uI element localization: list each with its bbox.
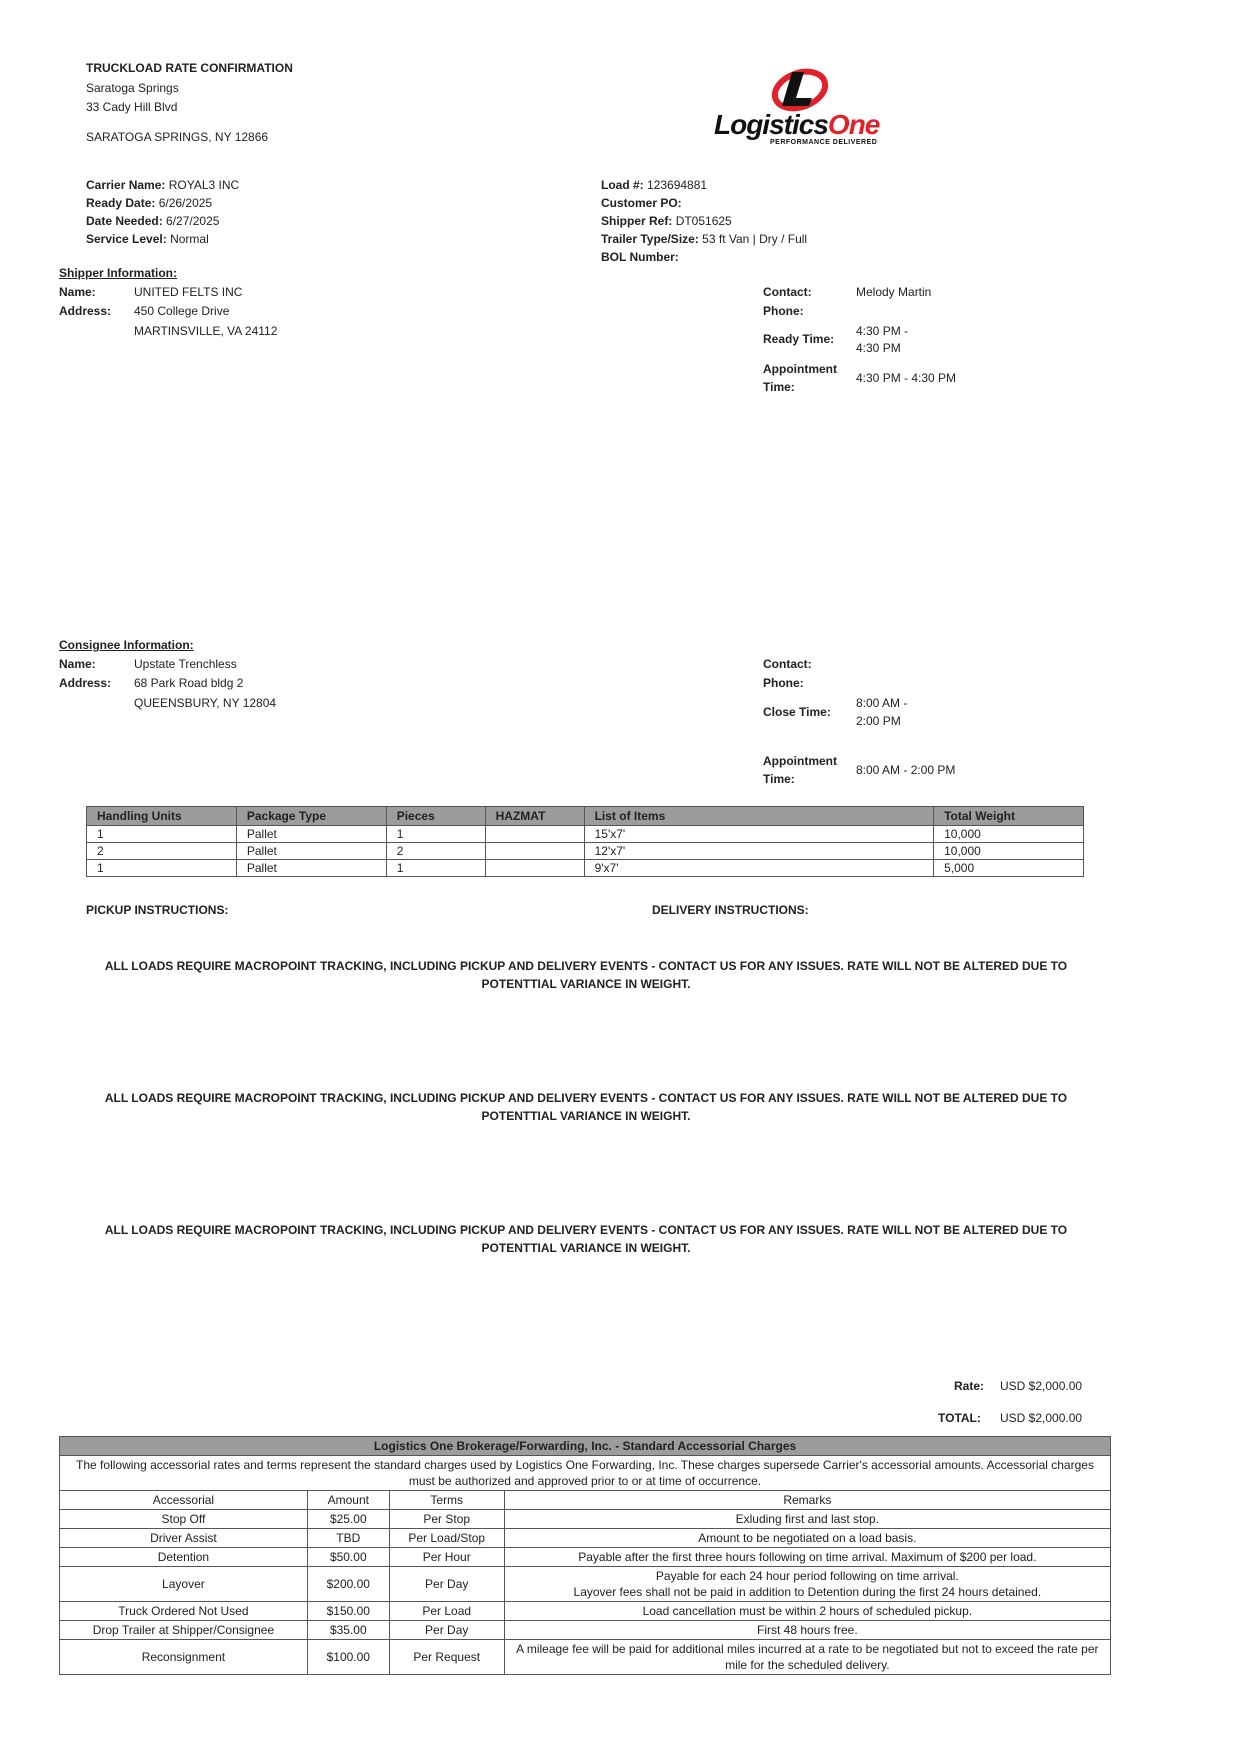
consignee-address1: 68 Park Road bldg 2 — [134, 676, 244, 690]
accessorial-name-cell: Detention — [60, 1548, 308, 1567]
shipper-address2: MARTINSVILLE, VA 24112 — [134, 324, 278, 338]
items-cell: 1 — [87, 860, 237, 877]
shipper-ready-time-end: 4:30 PM — [856, 341, 901, 355]
consignee-appointment-label: Appointment — [763, 754, 837, 768]
notice-line: POTENTTIAL VARIANCE IN WEIGHT. — [481, 1241, 691, 1255]
notice-line: POTENTTIAL VARIANCE IN WEIGHT. — [481, 1109, 691, 1123]
notice-line: ALL LOADS REQUIRE MACROPOINT TRACKING, INCLUDING PICKUP AND DELIVERY EVENTS - CONTACT US FOR ANY ISSUES. RATE WILL NOT BE ALTERED DUE TO — [104, 1223, 1068, 1237]
items-header-cell: Package Type — [236, 807, 386, 826]
load-right-field-label: Customer PO: — [601, 196, 682, 210]
total-value: USD $2,000.00 — [1000, 1411, 1083, 1425]
rate-value: USD $2,000.00 — [1000, 1379, 1083, 1393]
items-cell: 2 — [386, 843, 485, 860]
load-right-field-value: DT051625 — [675, 214, 732, 228]
consignee-section-title: Consignee Information: — [59, 638, 194, 652]
accessorial-header-row — [60, 1491, 1111, 1510]
load-left-field-value: Normal — [170, 232, 209, 246]
tracking-notice — [60, 957, 1112, 993]
load-right-field-label: Shipper Ref: — [601, 214, 673, 228]
accessorial-remarks-line: A mileage fee will be paid for additional miles incurred at a rate to be negotiated but not to exceed the rate per — [516, 1642, 1099, 1656]
shipper-contact: Melody Martin — [856, 285, 932, 299]
shipper-address1: 450 College Drive — [134, 304, 230, 318]
load-right-field — [601, 230, 807, 248]
accessorial-amount-cell: $25.00 — [307, 1510, 389, 1529]
load-left-field-label: Ready Date: — [86, 196, 156, 210]
load-right-field — [601, 212, 807, 230]
accessorial-terms-cell: Per Stop — [389, 1510, 504, 1529]
accessorial-remarks-cell — [504, 1640, 1110, 1675]
load-left-field-value: ROYAL3 INC — [168, 178, 240, 192]
shipper-ready-time-start: 4:30 PM - — [856, 324, 909, 338]
items-cell: 10,000 — [934, 843, 1084, 860]
items-cell: Pallet — [236, 843, 386, 860]
notice-line: ALL LOADS REQUIRE MACROPOINT TRACKING, INCLUDING PICKUP AND DELIVERY EVENTS - CONTACT US FOR ANY ISSUES. RATE WILL NOT BE ALTERED DUE TO — [104, 959, 1068, 973]
consignee-address-label: Address: — [59, 676, 112, 690]
shipper-name: UNITED FELTS INC — [134, 285, 243, 299]
shipper-address-label: Address: — [59, 304, 112, 318]
accessorial-name-cell: Stop Off — [60, 1510, 308, 1529]
accessorial-remarks-cell — [504, 1602, 1110, 1621]
accessorial-terms-cell: Per Load/Stop — [389, 1529, 504, 1548]
load-left-field-value: 6/26/2025 — [158, 196, 213, 210]
accessorial-remarks-cell — [504, 1548, 1110, 1567]
items-cell: Pallet — [236, 826, 386, 843]
items-table — [86, 806, 1084, 877]
accessorial-terms-cell: Per Request — [389, 1640, 504, 1675]
shipper-section-title: Shipper Information: — [59, 266, 177, 280]
header-address-line2: 33 Cady Hill Blvd — [86, 100, 178, 114]
items-cell: 2 — [87, 843, 237, 860]
load-left-field — [86, 194, 239, 212]
total-label: TOTAL: — [938, 1411, 981, 1425]
accessorial-title: Logistics One Brokerage/Forwarding, Inc. - Standard Accessorial Charges — [60, 1437, 1111, 1456]
accessorial-header-cell: Remarks — [504, 1491, 1110, 1510]
items-cell: Pallet — [236, 860, 386, 877]
consignee-close-time-start: 8:00 AM - — [856, 696, 908, 710]
accessorial-header-cell: Terms — [389, 1491, 504, 1510]
accessorial-header-cell: Amount — [307, 1491, 389, 1510]
accessorial-intro-row — [60, 1456, 1111, 1491]
accessorial-amount-cell: $50.00 — [307, 1548, 389, 1567]
items-header-cell: Handling Units — [87, 807, 237, 826]
consignee-close-time-end: 2:00 PM — [856, 714, 901, 728]
load-left-field — [86, 230, 239, 248]
accessorial-remarks-line: Amount to be negotiated on a load basis. — [698, 1531, 917, 1545]
table-row — [60, 1567, 1111, 1602]
delivery-instructions-label: DELIVERY INSTRUCTIONS: — [652, 903, 809, 917]
items-header-cell: Pieces — [386, 807, 485, 826]
items-header-cell: Total Weight — [934, 807, 1084, 826]
accessorial-remarks-cell — [504, 1621, 1110, 1640]
company-logo — [712, 64, 892, 146]
shipper-appointment-label: Appointment — [763, 362, 837, 376]
load-right-field-value: 53 ft Van | Dry / Full — [702, 232, 808, 246]
table-row — [87, 860, 1084, 877]
table-row — [60, 1640, 1111, 1675]
accessorial-charges-table — [59, 1436, 1111, 1675]
consignee-contact-label: Contact: — [763, 657, 812, 671]
load-left-field-label: Service Level: — [86, 232, 167, 246]
items-header-cell: HAZMAT — [485, 807, 584, 826]
header-address-line1: Saratoga Springs — [86, 81, 179, 95]
items-cell: 9'x7' — [584, 860, 934, 877]
notice-line: ALL LOADS REQUIRE MACROPOINT TRACKING, INCLUDING PICKUP AND DELIVERY EVENTS - CONTACT US FOR ANY ISSUES. RATE WILL NOT BE ALTERED DUE TO — [104, 1091, 1068, 1105]
table-row — [60, 1529, 1111, 1548]
load-right-field-label: BOL Number: — [601, 250, 679, 264]
table-row — [60, 1510, 1111, 1529]
load-right-field-label: Trailer Type/Size: — [601, 232, 699, 246]
consignee-appointment-time: 8:00 AM - 2:00 PM — [856, 763, 956, 777]
accessorial-amount-cell: TBD — [307, 1529, 389, 1548]
items-cell: 1 — [386, 860, 485, 877]
accessorial-amount-cell: $100.00 — [307, 1640, 389, 1675]
accessorial-header-cell: Accessorial — [60, 1491, 308, 1510]
load-info-right — [601, 176, 807, 266]
accessorial-remarks-cell — [504, 1510, 1110, 1529]
accessorial-name-cell: Driver Assist — [60, 1529, 308, 1548]
accessorial-remarks-cell — [504, 1567, 1110, 1602]
table-row — [87, 826, 1084, 843]
shipper-appointment-time: 4:30 PM - 4:30 PM — [856, 371, 957, 385]
consignee-phone-label: Phone: — [763, 676, 804, 690]
items-cell — [485, 860, 584, 877]
rate-label: Rate: — [954, 1379, 985, 1393]
accessorial-remarks-line: Load cancellation must be within 2 hours of scheduled pickup. — [642, 1604, 973, 1618]
load-left-field-label: Carrier Name: — [86, 178, 166, 192]
accessorial-terms-cell: Per Hour — [389, 1548, 504, 1567]
items-cell — [485, 843, 584, 860]
table-row — [60, 1621, 1111, 1640]
pickup-instructions-label: PICKUP INSTRUCTIONS: — [86, 903, 229, 917]
consignee-appointment-label-2: Time: — [763, 772, 795, 786]
shipper-appointment-label-2: Time: — [763, 380, 795, 394]
accessorial-name-cell: Reconsignment — [60, 1640, 308, 1675]
accessorial-amount-cell: $150.00 — [307, 1602, 389, 1621]
accessorial-remarks-line: Exluding first and last stop. — [735, 1512, 880, 1526]
logo-emblem-icon — [712, 64, 892, 146]
load-right-field — [601, 194, 807, 212]
shipper-ready-label: Ready Time: — [763, 332, 835, 346]
shipper-contact-label: Contact: — [763, 285, 812, 299]
svg-text:LogisticsOne: LogisticsOne — [714, 109, 880, 140]
load-left-field-label: Date Needed: — [86, 214, 163, 228]
accessorial-name-cell: Layover — [60, 1567, 308, 1602]
consignee-close-label: Close Time: — [763, 705, 831, 719]
accessorial-amount-cell: $35.00 — [307, 1621, 389, 1640]
items-cell: 10,000 — [934, 826, 1084, 843]
accessorial-terms-cell: Per Day — [389, 1621, 504, 1640]
items-cell: 12'x7' — [584, 843, 934, 860]
consignee-address2: QUEENSBURY, NY 12804 — [134, 696, 277, 710]
accessorial-remarks-line: Payable after the first three hours following on time arrival. Maximum of $200 per load. — [578, 1550, 1037, 1564]
accessorial-name-cell: Drop Trailer at Shipper/Consignee — [60, 1621, 308, 1640]
load-right-field — [601, 176, 807, 194]
accessorial-remarks-line: First 48 hours free. — [756, 1623, 858, 1637]
accessorial-intro-line: must be authorized and approved prior to or at time of occurrence. — [408, 1474, 762, 1488]
table-row — [60, 1548, 1111, 1567]
accessorial-remarks-cell — [504, 1529, 1110, 1548]
accessorial-title-row — [60, 1437, 1111, 1456]
tracking-notice — [60, 1221, 1112, 1257]
document-title: TRUCKLOAD RATE CONFIRMATION — [86, 61, 293, 75]
items-cell: 5,000 — [934, 860, 1084, 877]
load-right-field — [601, 248, 807, 266]
load-right-field-value: 123694881 — [647, 178, 708, 192]
accessorial-remarks-line: Payable for each 24 hour period following on time arrival. — [655, 1569, 959, 1583]
load-right-field-label: Load #: — [601, 178, 644, 192]
load-left-field — [86, 212, 239, 230]
load-left-field — [86, 176, 239, 194]
table-row — [60, 1602, 1111, 1621]
accessorial-intro-line: The following accessorial rates and terms represent the standard charges used by Logistics One Forwarding, Inc. These charges supersede Carrier's accessorial amounts. Accessorial charges — [76, 1458, 1094, 1472]
shipper-name-label: Name: — [59, 285, 96, 299]
tracking-notice — [60, 1089, 1112, 1125]
accessorial-amount-cell: $200.00 — [307, 1567, 389, 1602]
notice-line: POTENTTIAL VARIANCE IN WEIGHT. — [481, 977, 691, 991]
accessorial-terms-cell: Per Day — [389, 1567, 504, 1602]
items-cell: 1 — [386, 826, 485, 843]
accessorial-terms-cell: Per Load — [389, 1602, 504, 1621]
header-address-line3: SARATOGA SPRINGS, NY 12866 — [86, 130, 269, 144]
load-info-left — [86, 176, 239, 248]
svg-text:PERFORMANCE DELIVERED: PERFORMANCE DELIVERED — [770, 139, 878, 146]
consignee-name-label: Name: — [59, 657, 96, 671]
items-cell: 15'x7' — [584, 826, 934, 843]
table-row — [87, 843, 1084, 860]
load-left-field-value: 6/27/2025 — [166, 214, 220, 228]
accessorial-remarks-line: mile for the scheduled delivery. — [725, 1658, 890, 1672]
items-cell — [485, 826, 584, 843]
accessorial-name-cell: Truck Ordered Not Used — [60, 1602, 308, 1621]
items-header-cell: List of Items — [584, 807, 934, 826]
accessorial-remarks-line: Layover fees shall not be paid in addition to Detention during the first 24 hours detained. — [573, 1585, 1042, 1599]
accessorial-intro — [60, 1456, 1111, 1491]
shipper-phone-label: Phone: — [763, 304, 804, 318]
items-table-header — [87, 807, 1084, 826]
consignee-name: Upstate Trenchless — [134, 657, 237, 671]
items-cell: 1 — [87, 826, 237, 843]
